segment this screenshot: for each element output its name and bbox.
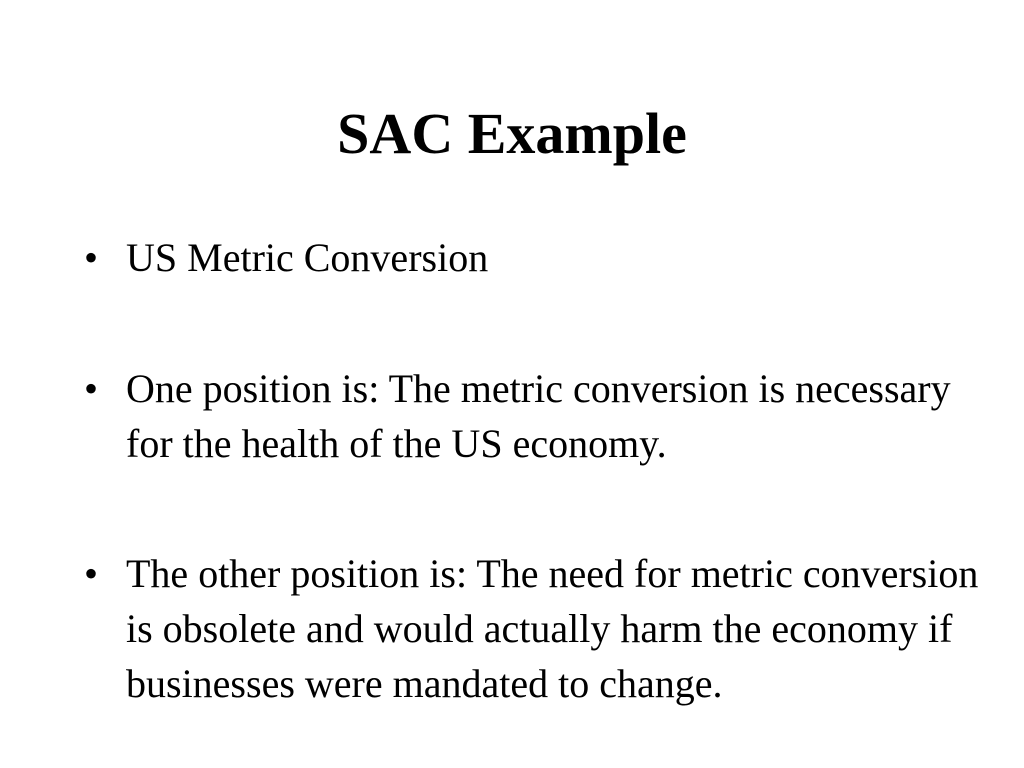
slide-title: SAC Example bbox=[337, 101, 687, 166]
bullet-text: One position is: The metric conversion is necessary for the health of the US economy. bbox=[126, 366, 951, 466]
bullet-icon: • bbox=[84, 235, 99, 280]
bullet-icon: • bbox=[84, 551, 99, 596]
bullet-text: US Metric Conversion bbox=[126, 235, 489, 280]
bullet-icon: • bbox=[84, 366, 99, 411]
bullet-item-metric-conversion bbox=[84, 230, 984, 285]
bullet-item-position-two bbox=[84, 546, 984, 711]
bullet-text: The other position is: The need for metric conversion is obsolete and would actually harm the economy if businesses were mandated to change. bbox=[126, 551, 979, 706]
bullet-list bbox=[84, 230, 984, 711]
bullet-item-position-one bbox=[84, 361, 984, 471]
